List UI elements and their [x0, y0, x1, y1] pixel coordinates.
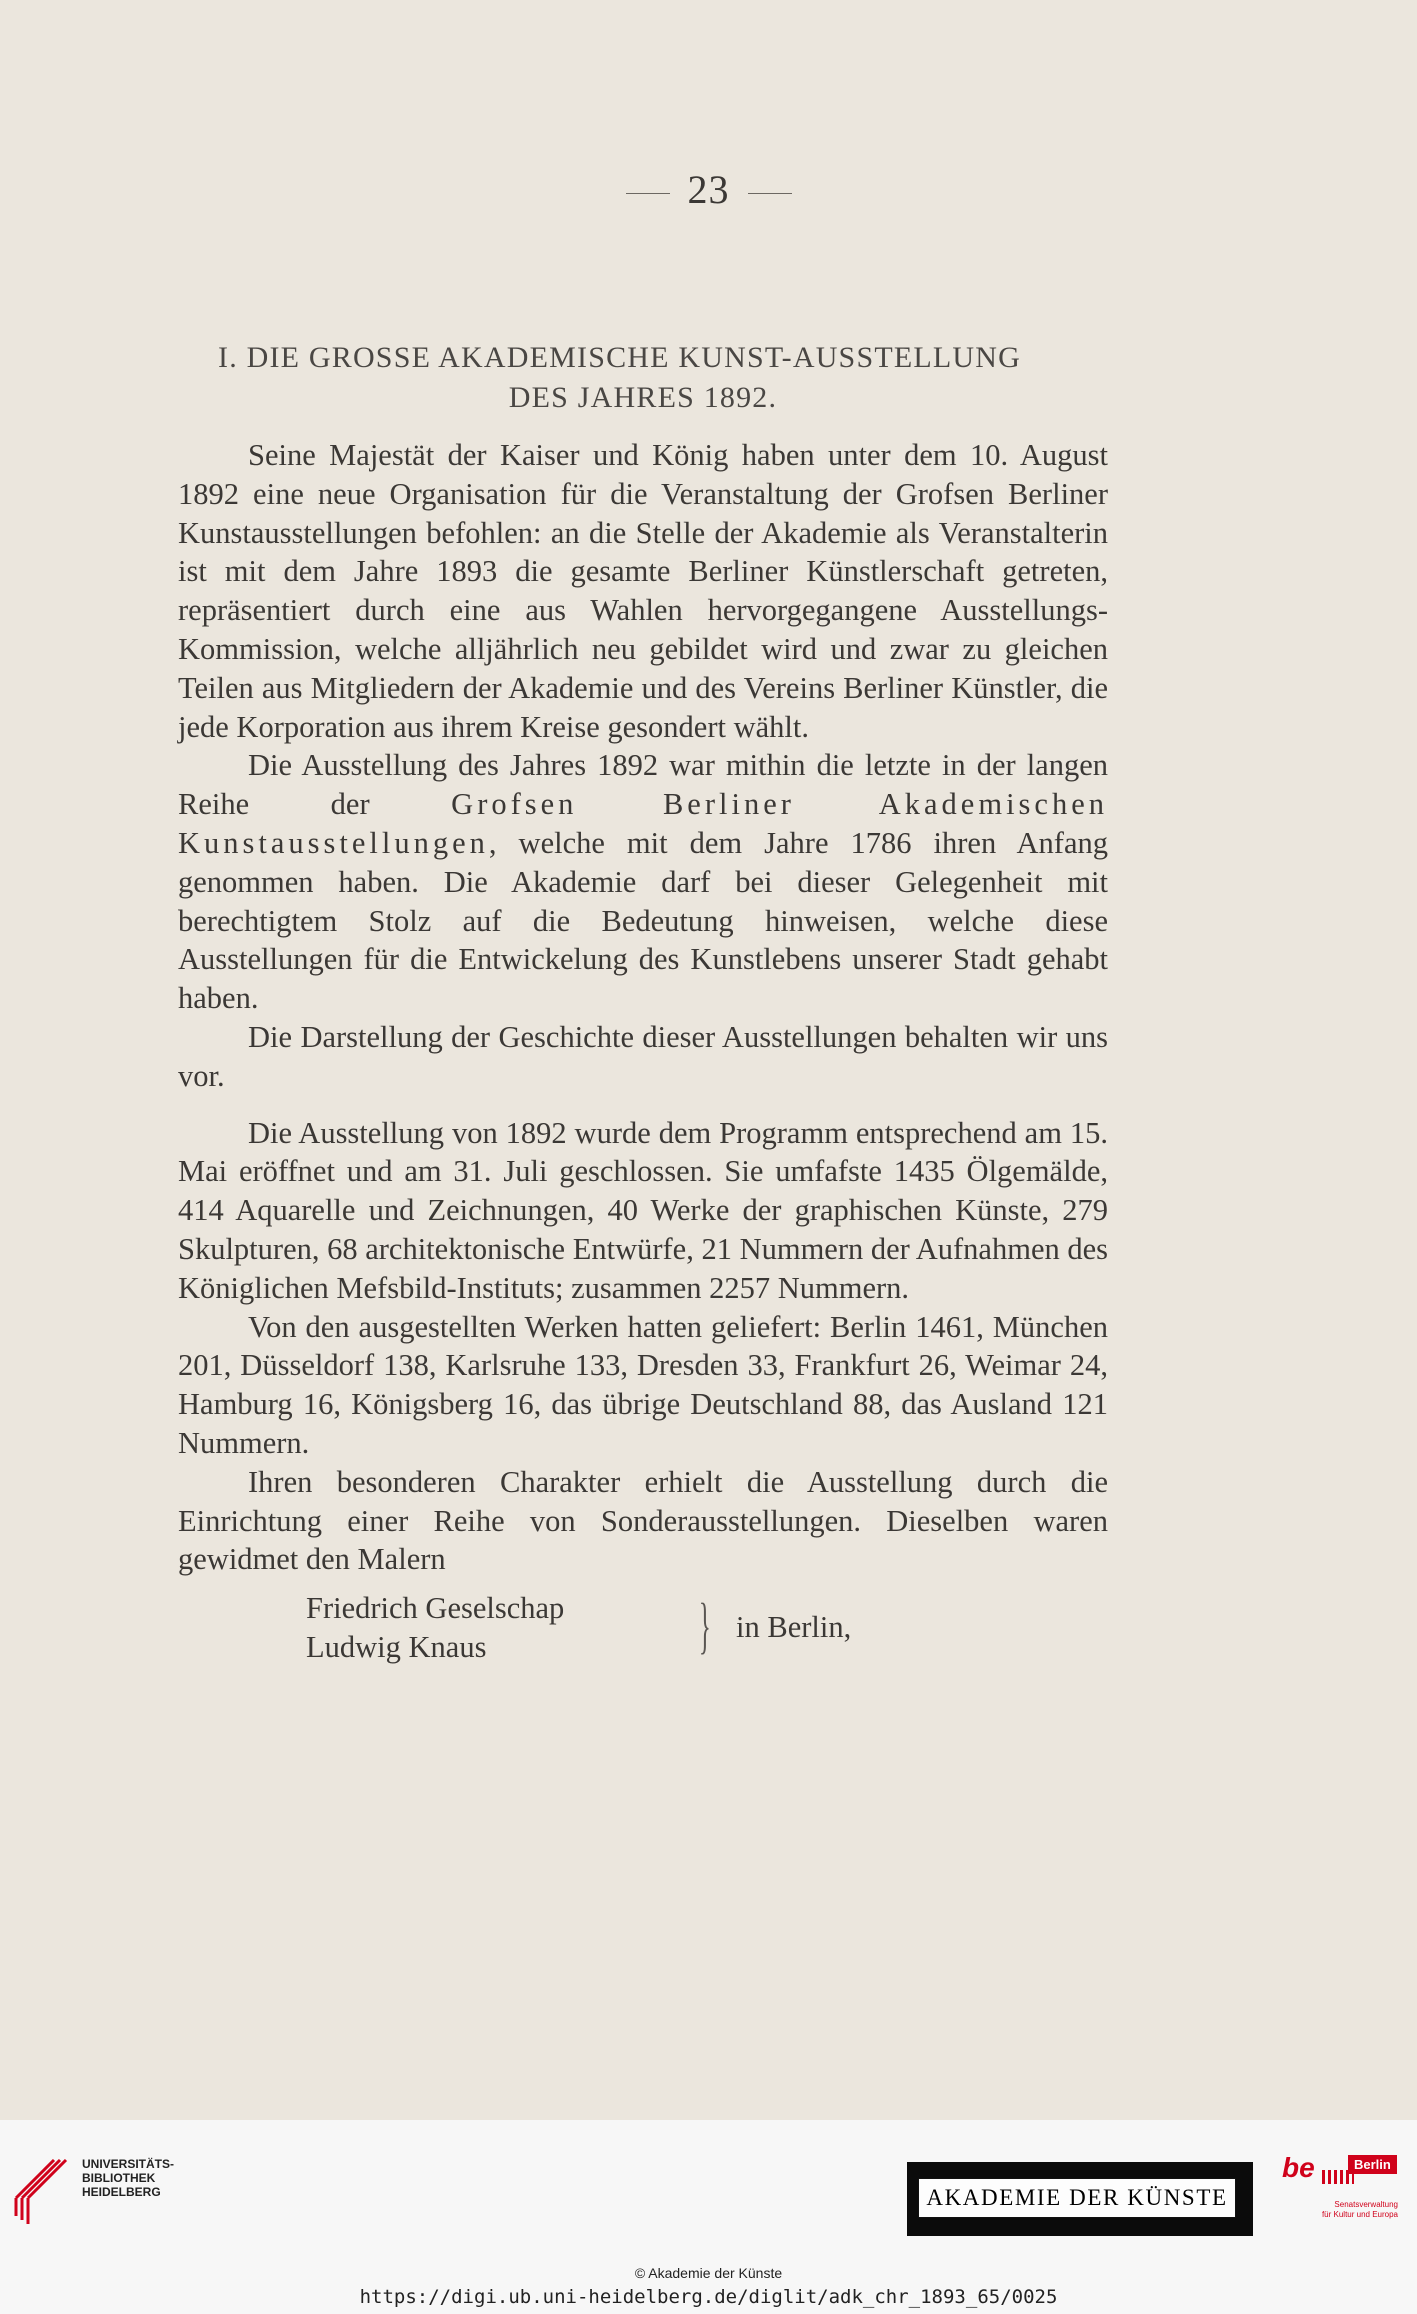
copyright-notice: © Akademie der Künste	[634, 2265, 783, 2281]
section-heading-line2: DES JAHRES 1892.	[508, 381, 778, 414]
brace-icon: }	[698, 1592, 711, 1661]
source-url-link[interactable]: https://digi.ub.uni-heidelberg.de/diglit/adk_chr_1893_65/0025	[359, 2286, 1058, 2308]
page-number-text: 23	[687, 167, 730, 212]
paragraph-2-end: , welche mit dem Jahre 1786 ihren Anfang genommen haben. Die Akademie darf bei dieser Gelegenheit mit berechtigtem Stolz auf die Bedeutung hinweisen, welche diese Ausstellungen für die Entwickelung des Kunstlebens unserer Stadt gehabt haben.	[178, 825, 1108, 1016]
university-library-name	[82, 2157, 174, 2199]
painter-location: in Berlin,	[736, 1610, 852, 1645]
page-number	[0, 166, 1417, 213]
paragraph-5: Von den ausgestellten Werken hatten geliefert: Berlin 1461, München 201, Düsseldorf 138, Karlsruhe 133, Dresden 33, Frankfurt 26, Weimar 24, Hamburg 16, Königsberg 16, das übrige Deutschland 88, das Ausland 121 Nummern.	[178, 1309, 1108, 1460]
article-body	[178, 338, 1108, 1669]
painter-list	[178, 1589, 1108, 1669]
section-heading-line1: I. DIE GROSSE AKADEMISCHE KUNST-AUSSTELLUNG	[218, 341, 1022, 374]
senate-caption-line1: Senatsverwaltung	[1334, 2200, 1398, 2209]
painter-name-1: Friedrich Geselschap	[306, 1591, 565, 1626]
be-berlin-mark: be	[1282, 2152, 1315, 2183]
header-dash-left	[626, 193, 670, 194]
senate-caption	[1282, 2200, 1398, 2220]
uni-line-3: HEIDELBERG	[82, 2185, 161, 2199]
uni-line-2: BIBLIOTHEK	[82, 2171, 156, 2185]
paragraph-6: Ihren besonderen Charakter erhielt die Ausstellung durch die Einrichtung einer Reihe von Sonderausstellungen. Dieselben waren gewidmet den Malern	[178, 1464, 1108, 1577]
painter-name-2: Ludwig Knaus	[306, 1630, 487, 1665]
akademie-logo[interactable]	[907, 2162, 1253, 2236]
akademie-logo-label: AKADEMIE DER KÜNSTE	[918, 2178, 1236, 2218]
berlin-tag: Berlin	[1348, 2155, 1397, 2174]
header-dash-right	[748, 193, 792, 194]
berlin-senate-logo[interactable]	[1282, 2152, 1398, 2232]
spacer	[178, 1096, 1108, 1114]
section-heading	[178, 338, 1108, 418]
uni-line-1: UNIVERSITÄTS-	[82, 2157, 175, 2171]
digitization-footer	[0, 2120, 1417, 2314]
university-library-logo-icon	[14, 2154, 72, 2228]
paragraph-4: Die Ausstellung von 1892 wurde dem Programm entsprechend am 15. Mai eröffnet und am 31. Juli geschlossen. Sie umfafste 1435 Ölgemälde, 414 Aquarelle und Zeichnungen, 40 Werke der graphischen Künste, 279 Skulpturen, 68 architektonische Entwürfe, 21 Nummern der Aufnahmen des Königlichen Mefsbild-Instituts; zusammen 2257 Nummern.	[178, 1115, 1109, 1305]
paragraph-1: Seine Majestät der Kaiser und König haben unter dem 10. August 1892 eine neue Organisation für die Veranstaltung der Grofsen Berliner Kunstausstellungen befohlen: an die Stelle der Akademie als Veranstalterin ist mit dem Jahre 1893 die gesamte Berliner Künstlerschaft getreten, repräsentiert durch eine aus Wahlen hervorgegangene Ausstellungs-Kommission, welche alljährlich neu gebildet wird und zwar zu gleichen Teilen aus Mitgliedern der Akademie und des Vereins Berliner Künstler, die jede Korporation aus ihrem Kreise gesondert wählt.	[178, 438, 1108, 744]
senate-caption-line2: für Kultur und Europa	[1321, 2210, 1398, 2219]
spaced-emphasis: Grofsen Berliner Akademischen Kunstausstellungen	[178, 787, 1108, 860]
paragraph-2-start: Die Ausstellung des Jahres 1892 war mithin die letzte in der langen Reihe der	[178, 748, 1108, 822]
spacer	[178, 418, 1108, 436]
paragraph-2	[178, 746, 1108, 1018]
paragraph-3: Die Darstellung der Geschichte dieser Ausstellungen behalten wir uns vor.	[178, 1019, 1108, 1093]
